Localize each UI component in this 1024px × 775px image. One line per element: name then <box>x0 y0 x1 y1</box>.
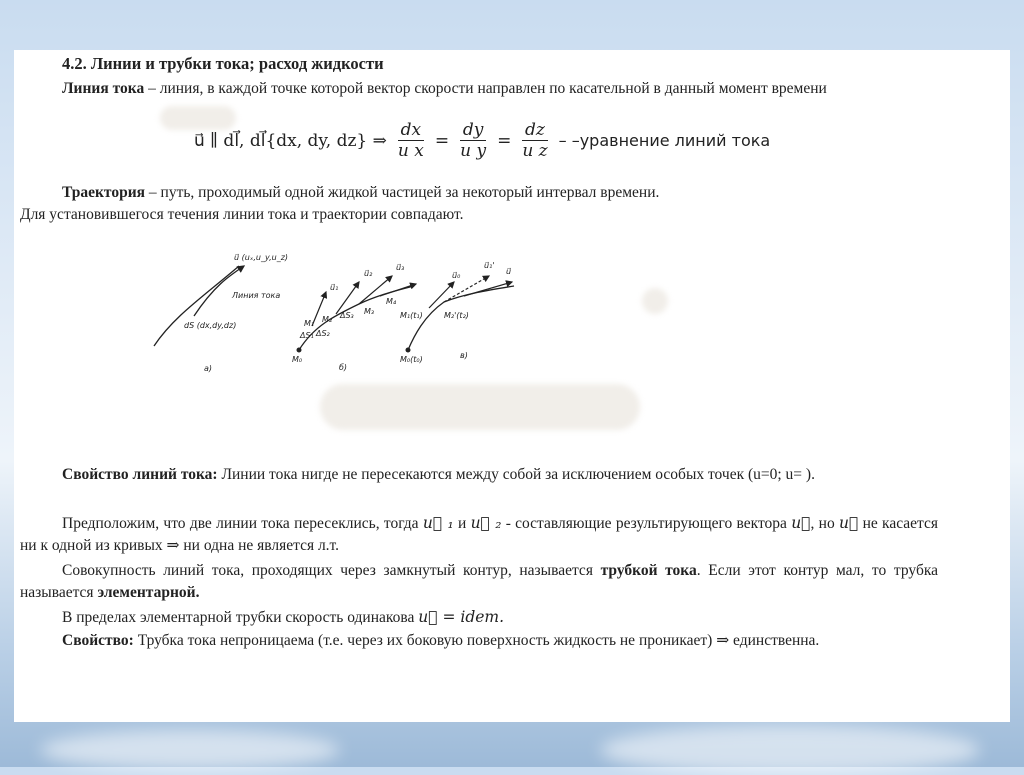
blurred-spot <box>642 288 668 314</box>
property2-text: Трубка тока непроницаема (т.е. через их боковую поверхность жидкость не проникает) ⇒ единственна. <box>133 632 820 649</box>
streamline-curve-b <box>299 286 414 350</box>
label-a-vector: u⃗ (uₓ,u_y,u_z) <box>234 253 289 262</box>
text-span: Предположим, что две линии тока пересеклись, тогда <box>62 515 423 532</box>
elementary-term: элементарной. <box>97 584 200 601</box>
label-u3: u⃗₃ <box>396 263 405 272</box>
section-title: 4.2. Линии и трубки тока; расход жидкости <box>62 54 384 73</box>
tube-property <box>20 630 938 652</box>
label-ds3: ΔS₃ <box>340 311 354 320</box>
fraction-numerator: dx <box>398 120 424 141</box>
text-span: и <box>453 515 471 532</box>
trajectory-definition <box>20 182 938 204</box>
label-m1: M₁ <box>304 319 315 328</box>
label-u: u⃗ <box>506 267 512 276</box>
trajectory-text: – путь, проходимый одной жидкой частицей за некоторый интервал времени. <box>145 184 660 201</box>
streamline-curve-a <box>154 266 239 346</box>
streamline-text: – линия, в каждой точке которой вектор скорости направлен по касательной в данный момент времени <box>144 80 827 97</box>
label-v: в) <box>460 351 468 360</box>
label-u1p: u⃗₁' <box>484 261 495 270</box>
text-span: не касается ни к одной из кривых ⇒ ни одна не является л.т. <box>20 515 939 554</box>
fraction-dz <box>519 120 550 161</box>
property2-term: Свойство: <box>62 632 134 649</box>
vector-u-symbol: u⃗ <box>791 514 811 532</box>
streamline-figure <box>144 246 524 386</box>
label-ds2: ΔS₂ <box>316 329 330 338</box>
background-cloud <box>600 725 980 775</box>
vector-u2-symbol: u⃗ ₂ <box>470 514 502 532</box>
fraction-denominator: u x <box>397 141 424 161</box>
velocity-formula: u⃗ = idem. <box>418 608 505 626</box>
equals-sign: = <box>434 130 450 151</box>
vector-u <box>464 282 512 296</box>
supposition-paragraph <box>20 512 938 557</box>
trajectory-term: Траектория <box>62 184 146 201</box>
text-span: - составляющие результирующего вектора <box>501 515 792 532</box>
background-cloud <box>40 730 340 770</box>
equals-sign: = <box>497 130 512 151</box>
fraction-numerator: dy <box>460 120 487 141</box>
label-m3: M₃ <box>364 307 375 316</box>
fraction-numerator: dz <box>522 120 548 141</box>
label-m1t1: M₁(t₁) <box>400 311 423 320</box>
elementary-tube-paragraph <box>20 606 938 629</box>
vector-u1-symbol: u⃗ ₁ <box>422 514 454 532</box>
fraction-denominator: u y <box>460 141 487 161</box>
fraction-dy <box>457 120 489 161</box>
label-m4: M₄ <box>386 297 397 306</box>
streamline-definition <box>20 78 938 100</box>
vector-u4 <box>380 284 416 296</box>
steady-flow-note: Для установившегося течения линии тока и траектории совпадают. <box>20 206 464 223</box>
label-u0: u⃗₀ <box>452 271 461 280</box>
fraction-denominator: u z <box>522 141 548 161</box>
blurred-spot <box>320 384 640 430</box>
label-a: а) <box>204 364 213 373</box>
label-b: б) <box>339 363 348 372</box>
text-span: , но <box>810 515 839 532</box>
vector-u-symbol: u⃗ <box>838 514 859 532</box>
label-u1: u⃗₁ <box>330 283 339 292</box>
slide-page <box>14 50 1010 722</box>
text-span: Совокупность линий тока, проходящих через замкнутый контур, называется <box>62 562 601 579</box>
label-m0: M₀ <box>292 355 303 364</box>
label-ds1: ΔS₁ <box>300 331 314 340</box>
label-u2: u⃗₂ <box>364 269 373 278</box>
label-m2t2: M₂'(t₂) <box>444 311 469 320</box>
streamline-term: Линия тока <box>62 80 145 97</box>
text-span: . Если этот контур мал, то трубка называется <box>20 562 938 601</box>
property-term: Свойство линий тока: <box>62 466 218 483</box>
tube-definition <box>20 560 938 604</box>
text-span: В пределах элементарной трубки скорость одинакова <box>62 609 419 626</box>
streamline-equation <box>194 120 770 161</box>
equation-lhs: u⃗ ∥ dl⃗, dl⃗{dx, dy, dz} ⇒ <box>194 130 387 151</box>
streamline-property <box>20 464 938 486</box>
property-text: Линии тока нигде не пересекаются между собой за исключением особых точек (u=0; u= ). <box>217 466 815 483</box>
fraction-dx <box>395 120 427 161</box>
label-a-ds: dS (dx,dy,dz) <box>184 321 237 330</box>
label-m0t0: M₀(t₀) <box>400 355 423 364</box>
tube-term: трубкой тока <box>600 562 697 579</box>
point-m0-t0 <box>406 348 411 353</box>
vector-u1-prime <box>444 276 489 302</box>
point-m0 <box>297 348 302 353</box>
equation-caption: – –уравнение линий тока <box>558 131 771 150</box>
label-a-line: Линия тока <box>232 291 281 300</box>
label-m2: M₂ <box>322 315 333 324</box>
